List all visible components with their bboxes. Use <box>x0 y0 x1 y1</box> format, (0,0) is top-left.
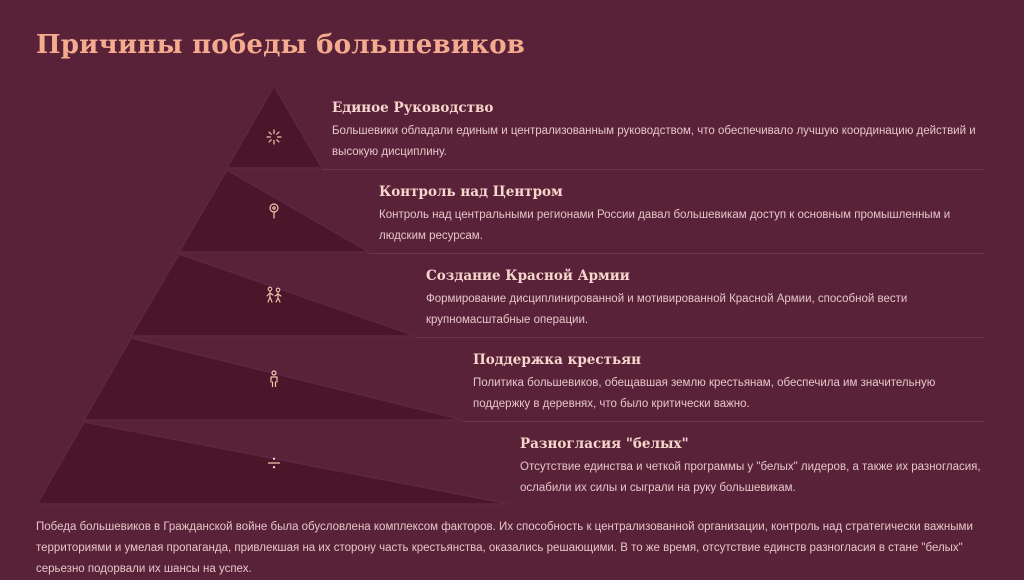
item-description: Политика большевиков, обещавшая землю крестьянам, обеспечила им значительную поддержку в деревнях, что было критически важно. <box>473 377 936 410</box>
item-title: Единое Руководство <box>332 100 494 116</box>
list-item <box>426 267 984 331</box>
slide-title: Причины победы большевиков <box>36 30 526 60</box>
item-divider <box>416 337 984 338</box>
list-item <box>473 351 984 415</box>
item-divider <box>369 253 984 254</box>
location-pin-icon <box>264 201 284 221</box>
item-title: Контроль над Центром <box>379 184 563 200</box>
item-description: Формирование дисциплинированной и мотивированной Красной Армии, способной вести крупномасштабные операции. <box>426 293 908 326</box>
divide-icon <box>264 453 284 473</box>
item-title: Разногласия "белых" <box>520 436 689 452</box>
item-title: Создание Красной Армии <box>426 268 630 284</box>
list-item <box>379 183 984 247</box>
item-description: Контроль над центральными регионами России давал большевикам доступ к основным промышленным и людским ресурсам. <box>379 209 951 242</box>
item-description: Большевики обладали единым и централизованным руководством, что обеспечивало лучшую координацию действий и высокую дисциплину. <box>332 125 976 158</box>
summary-text: Победа большевиков в Гражданской войне была обусловлена комплексом факторов. Их способность к централизованной организации, контроль над стратегически важными территориями и умелая пропаганда, привлекшая на их сторону часть крестьянства, оказались решающими. В то же время, отсутствие единств разногласия в стане "белых" серьезно подорвали их шансы на успех. <box>36 521 973 575</box>
item-title: Поддержка крестьян <box>473 352 641 368</box>
item-divider <box>463 421 984 422</box>
item-divider <box>322 169 984 170</box>
list-item <box>520 435 984 499</box>
person-icon <box>264 369 284 389</box>
burst-icon <box>264 127 284 147</box>
list-item <box>332 99 984 163</box>
item-description: Отсутствие единства и четкой программы у "белых" лидеров, а также их разногласия, ослабили их силы и сыграли на руку большевикам. <box>520 461 981 494</box>
soldiers-icon <box>264 285 284 305</box>
